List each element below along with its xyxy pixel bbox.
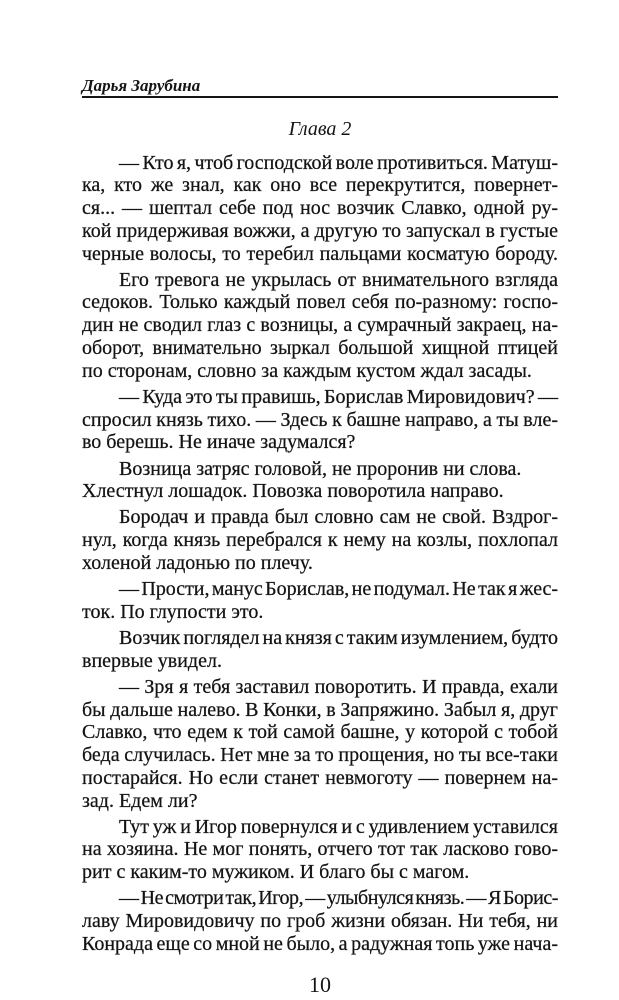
text-line: — Кто я, чтоб господской воле противиться. Матуш-	[119, 151, 558, 174]
text-line: ка, кто же знал, как оно все перекрутится, повернет-	[82, 174, 558, 197]
paragraph	[82, 506, 558, 574]
text-line: Бородач и правда был словно сам не свой. Вздрог-	[119, 506, 558, 529]
text-line: во берешь. Не иначе задумался?	[82, 431, 356, 454]
text-line: дин не сводил глаз с возницы, а сумрачный закраец, на-	[82, 314, 558, 337]
paragraph	[82, 458, 558, 504]
text-line: спросил князь тихо. — Здесь к башне направо, а ты вле-	[82, 408, 558, 431]
text-line: беда случилась. Нет мне за то прощения, но ты все-таки	[82, 744, 558, 767]
text-line: седоков. Только каждый повел себя по-разному: госпо-	[82, 291, 558, 314]
text-line: ся... — шептал себе под нос возчик Славко, одной ру-	[82, 197, 558, 220]
text-line: по сторонам, словно за каждым кустом ждал засады.	[82, 359, 532, 382]
page-number: 10	[309, 972, 331, 997]
text-line: на хозяина. Не мог понять, отчего тот так ласково гово-	[82, 838, 558, 861]
chapter-title: Глава 2	[288, 118, 352, 140]
text-line: рит с каким-то мужиком. И благо бы с магом.	[82, 861, 470, 884]
text-line: — Зря я тебя заставил поворотить. И правда, ехали	[119, 675, 558, 698]
header-rule	[82, 96, 558, 98]
text-line: — Не смотри так, Игор, — улыбнулся князь. — Я Борис-	[119, 887, 558, 910]
text-line: постарайся. Но если станет невмоготу — повернем на-	[82, 766, 558, 789]
paragraph	[82, 386, 558, 454]
body-text	[82, 152, 558, 959]
text-line: холеной ладонью по плечу.	[82, 551, 313, 574]
paragraph	[82, 152, 558, 266]
text-line: ток. По глупости это.	[82, 600, 264, 623]
paragraph	[82, 676, 558, 813]
text-line: Возница затряс головой, не проронив ни слова.	[119, 457, 522, 480]
text-line: Его тревога не укрылась от внимательного взгляда	[119, 268, 558, 291]
paragraph	[82, 887, 558, 955]
running-head-author: Дарья Зарубина	[82, 76, 201, 95]
paragraph	[82, 269, 558, 383]
text-line: бы дальше налево. В Конки, в Запряжино. Забыл я, друг	[82, 698, 558, 721]
text-line: впервые увидел.	[82, 649, 222, 672]
text-line: оборот, внимательно зыркал большой хищной птицей	[82, 336, 558, 359]
text-line: кой придерживая вожжи, а другую то запускал в густые	[82, 219, 558, 242]
text-line: — Прости, манус Борислав, не подумал. Не так я жес-	[119, 578, 558, 601]
text-line: Тут уж и Игор повернулся и с удивлением уставился	[119, 815, 558, 838]
text-line: Славко, что едем к той самой башне, у которой с тобой	[82, 721, 558, 744]
text-line: черные волосы, то теребил пальцами косматую бороду.	[82, 242, 558, 265]
text-line: — Куда это ты правишь, Борислав Мировидович? —	[119, 385, 558, 408]
text-line: зад. Едем ли?	[82, 789, 198, 812]
text-line: нул, когда князь перебрался к нему на козлы, похлопал	[82, 529, 558, 552]
text-line: Хлестнул лошадок. Повозка поворотила направо.	[82, 480, 504, 503]
paragraph	[82, 816, 558, 884]
text-line: Конрада еще со мной не было, а радужная топь уже нача-	[82, 932, 558, 955]
text-line: Возчик поглядел на князя с таким изумлением, будто	[119, 626, 558, 649]
paragraph	[82, 627, 558, 673]
paragraph	[82, 578, 558, 624]
text-line: лаву Мировидовичу по гроб жизни обязан. Ни тебя, ни	[82, 910, 558, 933]
